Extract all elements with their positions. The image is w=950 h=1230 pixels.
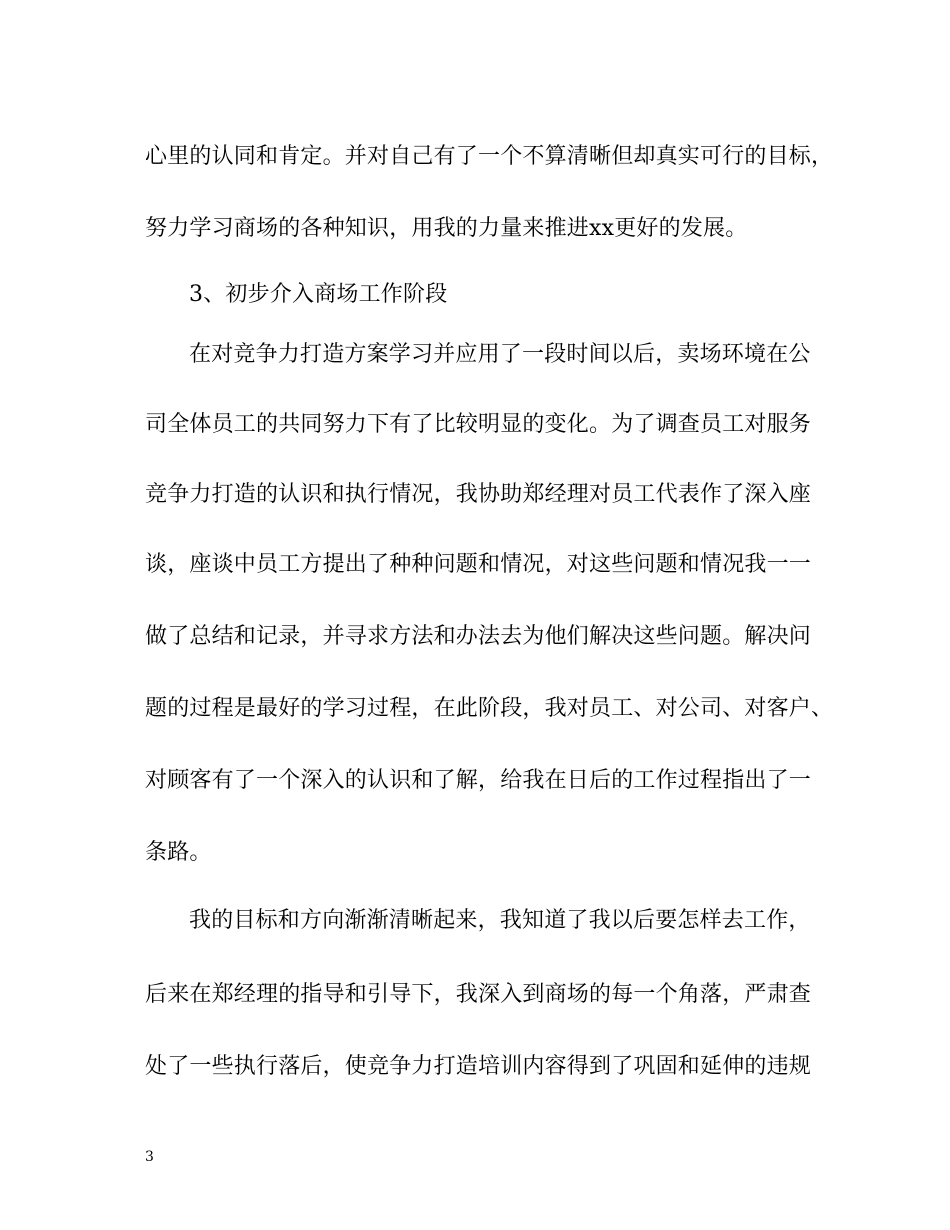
text-line-5: 司全体员工的共同努力下有了比较明显的变化。为了调查员工对服务	[145, 412, 812, 437]
text-line-2: 努力学习商场的各种知识，用我的力量来推进xx更好的发展。	[145, 216, 748, 241]
text-line-6: 竞争力打造的认识和执行情况，我协助郑经理对员工代表作了深入座	[145, 482, 812, 507]
text-line-10: 对顾客有了一个深入的认识和了解，给我在日后的工作过程指出了一	[145, 768, 812, 793]
text-line-8: 做了总结和记录，并寻求方法和办法去为他们解决这些问题。解决问	[145, 624, 812, 649]
text-line-14: 处了一些执行落后，使竞争力打造培训内容得到了巩固和延伸的违规	[145, 1054, 812, 1079]
text-line-1: 心里的认同和肯定。并对自己有了一个不算清晰但却真实可行的目标，	[145, 144, 834, 169]
text-line-4: 在对竞争力打造方案学习并应用了一段时间以后，卖场环境在公	[189, 342, 811, 367]
text-line-9: 题的过程是最好的学习过程，在此阶段，我对员工、对公司、对客户、	[145, 696, 834, 721]
text-line-7: 谈，座谈中员工方提出了种种问题和情况，对这些问题和情况我一一	[145, 552, 812, 577]
text-line-13: 后来在郑经理的指导和引导下，我深入到商场的每一个角落，严肃查	[145, 982, 812, 1007]
section-heading: 3、初步介入商场工作阶段	[189, 282, 448, 307]
text-line-11: 条路。	[145, 840, 212, 865]
text-line-12: 我的目标和方向渐渐清晰起来，我知道了我以后要怎样去工作，	[189, 908, 811, 933]
page-number: 3	[145, 1149, 154, 1165]
